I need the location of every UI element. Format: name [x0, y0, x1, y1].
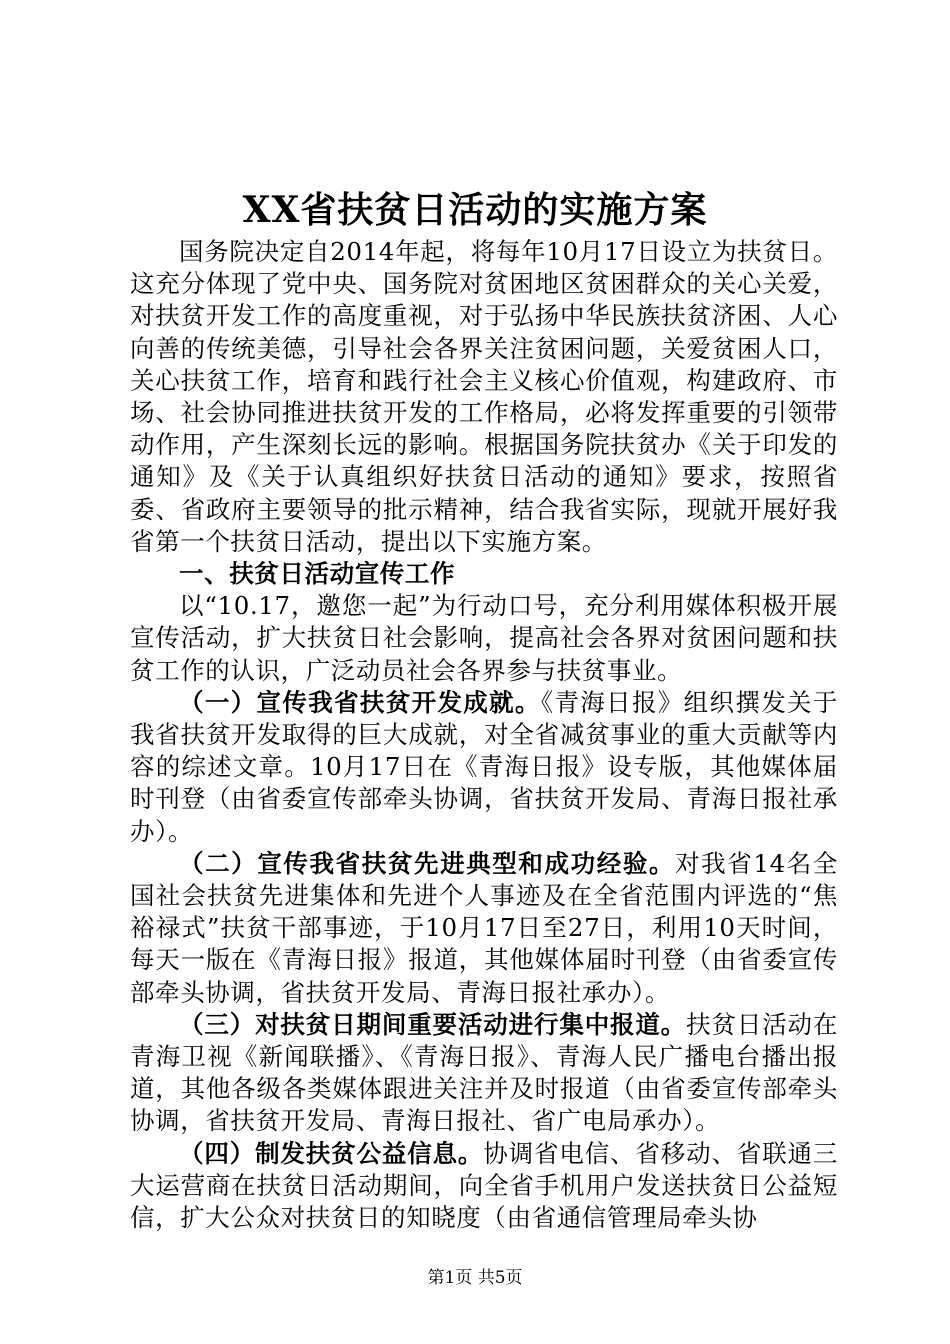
page-footer: 第1页 共5页	[427, 1268, 523, 1288]
subsection-1-paragraph	[130, 687, 838, 848]
subsection-2-lead: （二）宣传我省扶贫先进典型和成功经验。	[179, 848, 676, 878]
document-title: XX省扶贫日活动的实施方案	[242, 189, 708, 231]
section-heading-text: 一、扶贫日活动宣传工作	[179, 559, 456, 589]
section-1-intro-text: 以“10.17，邀您一起”为行动口号，充分利用媒体积极开展宣传活动，扩大扶贫日社会影响，提高社会各界对贫困问题和扶贫工作的认识，广泛动员社会各界参与扶贫事业。	[130, 591, 838, 685]
intro-text: 国务院决定自2014年起，将每年10月17日设立为扶贫日。这充分体现了党中央、国务院对贫困地区贫困群众的关心关爱，对扶贫开发工作的高度重视，对于弘扬中华民族扶贫济困、人心向善的传统美德，引导社会各界关注贫困问题，关爱贫困人口，关心扶贫工作，培育和践行社会主义核心价值观，构建政府、市场、社会协同推进扶贫开发的工作格局，必将发挥重要的引领带动作用，产生深刻长远的影响。根据国务院扶贫办《关于印发的通知》及《关于认真组织好扶贫日活动的通知》要求，按照省委、省政府主要领导的批示精神，结合我省实际，现就开展好我省第一个扶贫日活动，提出以下实施方案。	[130, 237, 838, 556]
subsection-3-text: 扶贫日活动在青海卫视《新闻联播》、《青海日报》、青海人民广播电台播出报道，其他各级各类媒体跟进关注并及时报道（由省委宣传部牵头协调，省扶贫开发局、青海日报社、省广电局承办）。	[130, 1009, 839, 1136]
subsection-4-paragraph	[130, 1138, 838, 1235]
subsection-3-lead: （三）对扶贫日期间重要活动进行集中报道。	[179, 1009, 687, 1039]
subsection-2-text: 对我省14名全国社会扶贫先进集体和先进个人事迹及在全省范围内评选的“焦裕禄式”扶贫干部事迹，于10月17日至27日，利用10天时间，每天一版在《青海日报》报道，其他媒体届时刊登（由省委宣传部牵头协调，省扶贫开发局、青海日报社承办）。	[130, 848, 838, 1007]
document-body	[130, 236, 838, 1234]
subsection-4-text: 协调省电信、省移动、省联通三大运营商在扶贫日活动期间，向全省手机用户发送扶贫日公益短信，扩大公众对扶贫日的知晓度（由省通信管理局牵头协	[130, 1138, 839, 1233]
section-1-intro-paragraph	[130, 590, 838, 687]
section-heading-1	[130, 558, 838, 590]
subsection-1-lead: （一）宣传我省扶贫开发成就。	[179, 687, 541, 717]
subsection-4-lead: （四）制发扶贫公益信息。	[179, 1138, 484, 1168]
subsection-2-paragraph	[130, 848, 838, 1009]
subsection-3-paragraph	[130, 1009, 838, 1138]
subsection-1-text: 《青海日报》组织撰发关于我省扶贫开发取得的巨大成就，对全省减贫事业的重大贡献等内容的综述文章。10月17日在《青海日报》设专版，其他媒体届时刊登（由省委宣传部牵头协调，省扶贫开发局、青海日报社承办）。	[130, 687, 838, 846]
intro-paragraph	[130, 236, 838, 558]
